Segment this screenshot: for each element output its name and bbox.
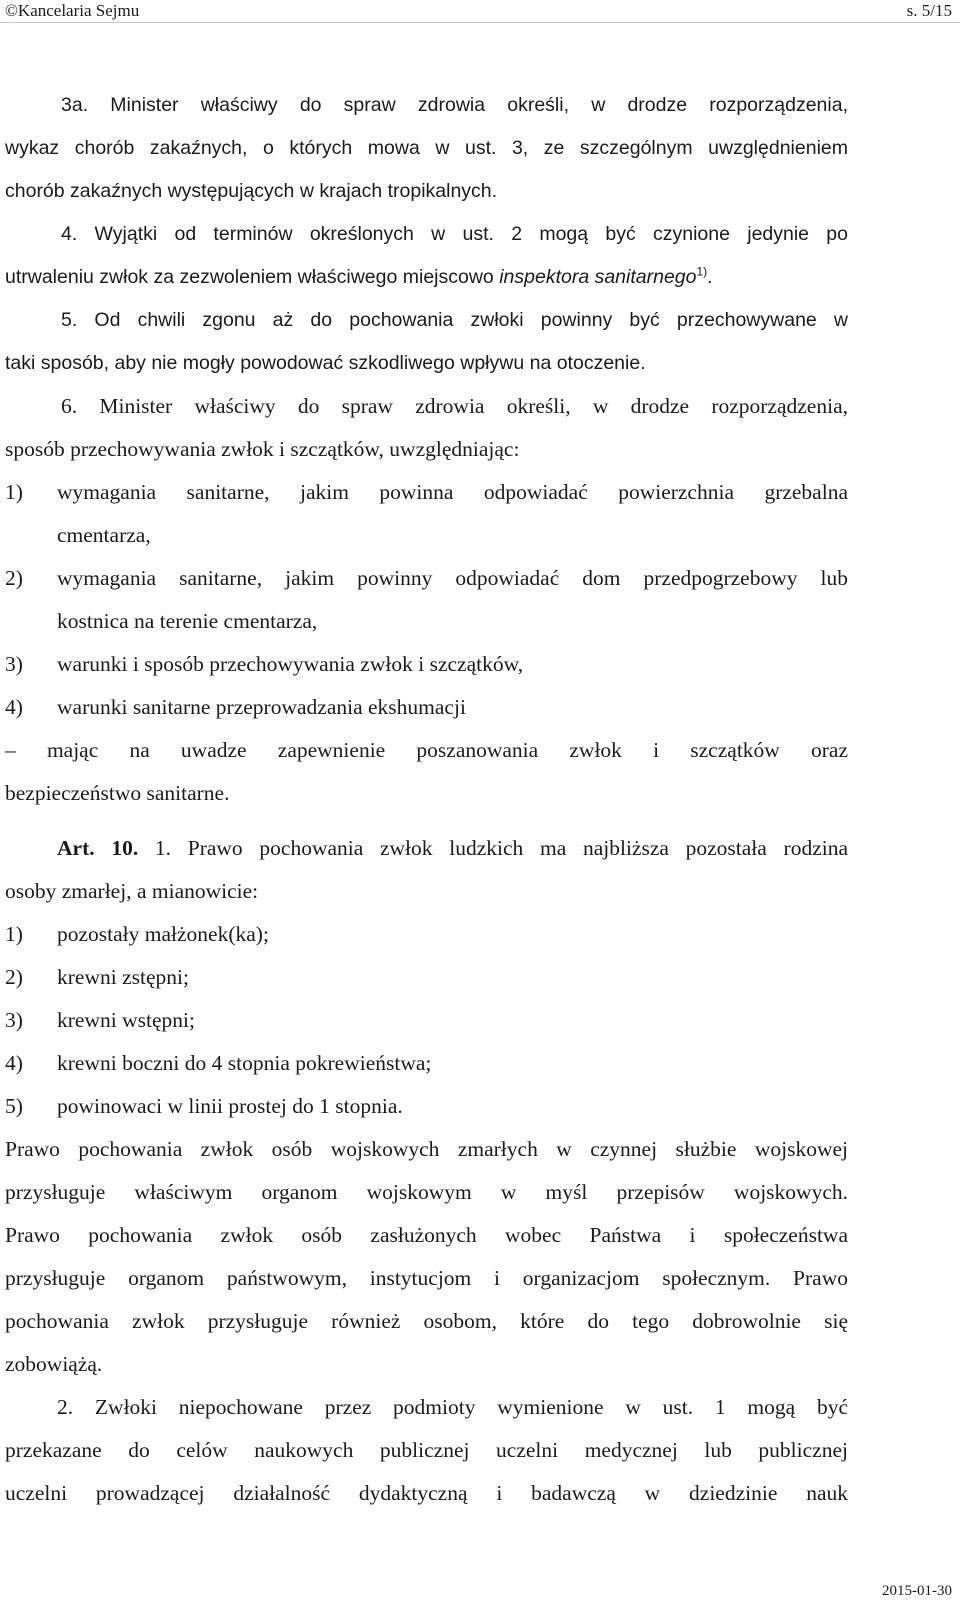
list-item: 3) krewni wstępni; <box>5 1008 195 1032</box>
list-item: 1) pozostały małżonek(ka); <box>5 922 269 946</box>
list-item: 2) krewni zstępni; <box>5 965 189 989</box>
list-item: 4) krewni boczni do 4 stopnia pokrewieństwa; <box>5 1051 432 1075</box>
paragraph-6-line-2: sposób przechowywania zwłok i szczątków, uwzględniając: <box>5 437 520 461</box>
article-10-p2-line-2: przekazane do celów naukowych publicznej uczelni medycznej lub publicznej <box>5 1438 848 1462</box>
footer-date: 2015-01-30 <box>882 1583 952 1599</box>
page-header <box>0 0 960 23</box>
inspector-term: inspektora sanitarnego <box>499 266 697 288</box>
article-label: Art. 10. <box>57 836 139 860</box>
list-item-continuation: kostnica na terenie cmentarza, <box>57 609 318 633</box>
list-item: 3) warunki i sposób przechowywania zwłok i szczątków, <box>5 652 524 676</box>
paragraph-4-line-2: utrwaleniu zwłok za zezwoleniem właściwego miejscowo inspektora sanitarnego$^{1)}$. <box>5 264 713 288</box>
paragraph-5-line-2: taki sposób, aby nie mogły powodować szkodliwego wpływu na otoczenie. <box>5 352 646 374</box>
paragraph-4-line-1: 4. Wyjątki od terminów określonych w ust. 2 mogą być czynione jedynie po <box>61 223 848 245</box>
article-10-para-line: przysługuje organom państwowym, instytucjom i organizacjom społecznym. Prawo <box>5 1266 848 1290</box>
paragraph-3a-line-1: 3a. Minister właściwy do spraw zdrowia określi, w drodze rozporządzenia, <box>61 94 848 116</box>
paragraph-3a-line-2: wykaz chorób zakaźnych, o których mowa w ust. 3, ze szczególnym uwzględnieniem <box>5 137 848 159</box>
list-item-continuation: cmentarza, <box>57 523 151 547</box>
paragraph-6-line-1: 6. Minister właściwy do spraw zdrowia określi, w drodze rozporządzenia, <box>61 394 848 418</box>
article-10-p2-line-3: uczelni prowadzącej działalność dydaktyczną i badawczą w dziedzinie nauk <box>5 1481 848 1505</box>
list-item: 5) powinowaci w linii prostej do 1 stopnia. <box>5 1094 403 1118</box>
document-body <box>5 84 848 1515</box>
article-10-para-line: Prawo pochowania zwłok osób zasłużonych wobec Państwa i społeczeństwa <box>5 1223 848 1247</box>
paragraph-6-closing-line-2: bezpieczeństwo sanitarne. <box>5 781 230 805</box>
header-page-number: s. 5/15 <box>906 1 952 20</box>
article-10-line-1: Art. 10. 1. Prawo pochowania zwłok ludzkich ma najbliższa pozostała rodzina <box>57 836 849 860</box>
article-10-p2-line-1: 2. Zwłoki niepochowane przez podmioty wymienione w ust. 1 mogą być <box>57 1395 848 1419</box>
list-item: 4) warunki sanitarne przeprowadzania ekshumacji <box>5 695 466 719</box>
article-10-para-line: Prawo pochowania zwłok osób wojskowych zmarłych w czynnej służbie wojskowej <box>5 1137 848 1161</box>
list-item: 1) wymagania sanitarne, jakim powinna odpowiadać powierzchnia grzebalna <box>5 480 848 504</box>
footnote-ref[interactable]: 1) <box>696 264 708 279</box>
article-10-para-line: pochowania zwłok przysługuje również osobom, które do tego dobrowolnie się <box>5 1309 848 1333</box>
article-10-para-line: przysługuje właściwym organom wojskowym w myśl przepisów wojskowych. <box>5 1180 848 1204</box>
paragraph-3a-line-3: chorób zakaźnych występujących w krajach tropikalnych. <box>5 180 498 202</box>
article-10-para-line: zobowiążą. <box>5 1352 103 1376</box>
header-source: ©Kancelaria Sejmu <box>5 1 140 20</box>
list-item: 2) wymagania sanitarne, jakim powinny odpowiadać dom przedpogrzebowy lub <box>5 566 848 590</box>
article-10-line-2: osoby zmarłej, a mianowicie: <box>5 879 259 903</box>
paragraph-6-closing-line-1: – mając na uwadze zapewnienie poszanowania zwłok i szczątków oraz <box>5 738 848 762</box>
paragraph-5-line-1: 5. Od chwili zgonu aż do pochowania zwłoki powinny być przechowywane w <box>61 309 848 331</box>
